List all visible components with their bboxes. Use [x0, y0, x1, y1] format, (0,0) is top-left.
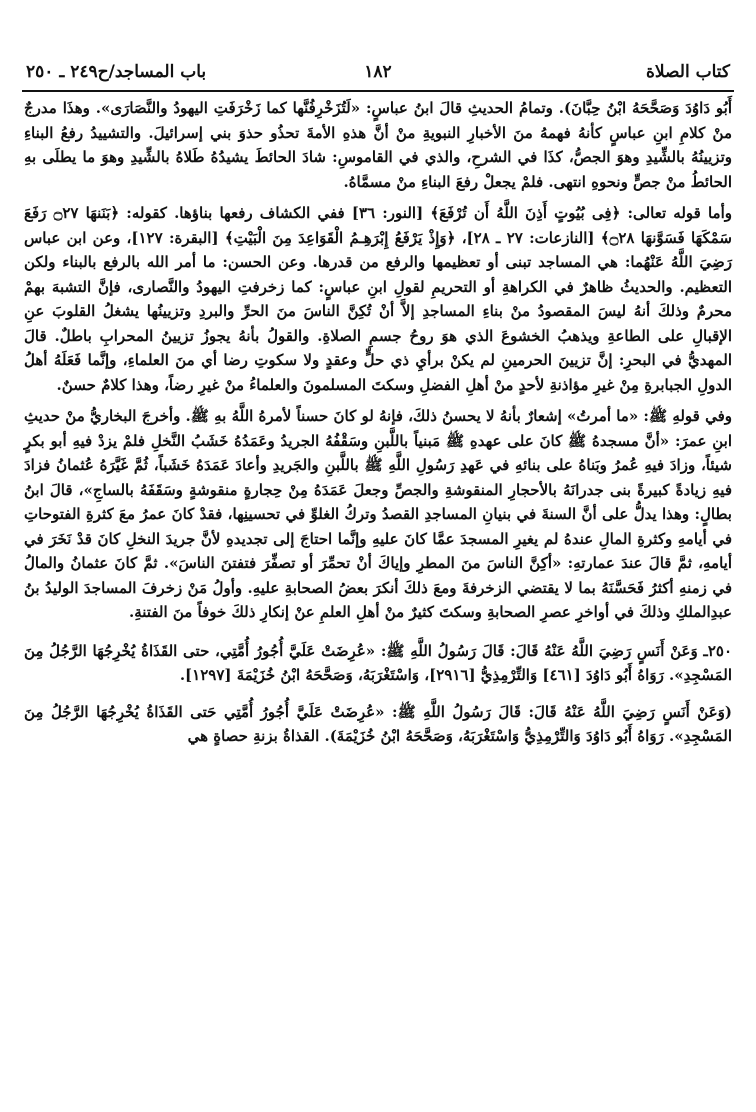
page-header — [22, 56, 734, 92]
hadith-250-commentary: (وَعَنْ أَنَسٍ رَضِيَ اللَّهُ عَنْهُ قَالَ: قَالَ رَسُولُ اللَّهِ ﷺ: «عُرِضَتْ عَلَيَّ أُجُورُ أُمَّتِي حَتى القَذَاةُ يُخْرِجُهَا الرَّجُلُ مِنَ المَسْجِدِ». رَوَاهُ أَبُو دَاوُدَ وَالتِّرْمِذِيُّ وَاسْتَغْرَبَهُ، وَصَحَّحَهُ ابْنُ خُزَيْمَةَ). القذاةُ بزنةِ حصاةٍ هي — [24, 702, 732, 745]
book-title: كتاب الصلاة — [645, 62, 730, 82]
hadith-250-text: ٢٥٠ـ وَعَنْ أَنَسٍ رَضِيَ اللَّهُ عَنْهُ قَالَ: قَالَ رَسُولُ اللَّهِ ﷺ: «عُرِضَتْ عَلَيَّ أُجُورُ أُمَّتِي، حتى القَذَاةُ يُخْرِجُهَا الرَّجُلُ مِنَ المَسْجِدِ». رَوَاهُ أَبُو دَاوُدَ [٤٦١] وَالتِّرْمِذِيُّ [٢٩١٦]، وَاسْتَغْرَبَهُ، وَصَحَّحَهُ ابْنُ خُزَيْمَةَ [١٢٩٧]. — [24, 641, 732, 684]
page-body — [24, 96, 732, 756]
page-number: ١٨٢ — [364, 62, 392, 82]
commentary-paragraph-1: أَبُو دَاوُدَ وَصَحَّحَهُ ابْنُ حِبَّانَ). وتمامُ الحديثِ قالَ ابنُ عباسٍ: «لَتُزَخْرِفُنَّها كما زَخْرَفَتِ اليهودُ والنَّصَارَى». وهذَا مدرجٌ منْ كلامِ ابنِ عباسٍ كأنهُ فهمهُ منَ الأخبارِ النبويةِ منْ أنَّ هذهِ الأمةَ تحذُو حذوَ بني إسرائيلَ. والتشييدُ رفعُ البناءِ وتزيينُهُ بالشِّيدِ وهوَ الجصُّ، كذَا في الشرحِ، والذي في القاموسِ: شادَ الحائطَ يشيدُهُ طَلاهُ بالشِّيدِ وهوَ ما يطلَى بهِ الحائطُ منْ جصٍّ ونحوهِ انتهى. فلمْ يجعلْ رفعَ البناءِ منْ مسمَّاهُ. — [24, 99, 732, 191]
commentary-paragraph-2: وأما قوله تعالى: ﴿فِى بُيُوتٍ أَذِنَ اللَّهُ أَن تُرْفَعَ﴾ [النور: ٣٦] ففي الكشاف رفعها بناؤها. كقوله: ﴿بَنَنهَا ۝٢٧ رَفَعَ سَمْكَهَا فَسَوَّنهَا ۝٢٨﴾ [النازعات: ٢٧ ـ ٢٨]، ﴿وَإِذْ يَرْفَعُ إِبْرَهِـمُ الْقَوَاعِدَ مِنَ الْبَيْتِ﴾ [البقرة: ١٢٧]، وعن ابن عباس رَضِيَ اللَّهُ عَنْهُما: هي المساجد تبنى أو تعظيمها والرفع من قدرها. وعن الحسن: ما أمر الله بالرفع بالبناء ولكن التعظيم. والحديثُ ظاهرٌ في الكراهةِ أو التحريمِ لقولِ ابنِ عباسٍ: كما زخرفتِ اليهودُ والنَّصارى، فإنَّ التشبهَ بهمْ محرمٌ وذلكَ أنهُ ليسَ المقصودُ منْ بناءِ المساجدِ إلاَّ أنْ تُكِنَّ الناسَ منَ الحرِّ والبردِ وتزيينُها يشغلُ القلوبَ عنِ الإقبالِ على الطاعةِ ويذهبُ الخشوعَ الذي هوَ روحُ جسمِ الصلاةِ. والقولُ بأنهُ يجوزُ تزيينُ المحرابِ باطلٌ. قالَ المهديُّ في البحرِ: إنَّ تزيينَ الحرمينِ لم يكنْ برأيِ ذي حلٍّ وعقدٍ ولا سكوتِ رضا أي منَ العلماءِ، وإنَّما فَعَلَهُ أهلُ الدولِ الجبابرةِ مِنْ غيرِ مؤاذنةِ لأحدٍ منْ أهلِ الفضلِ وسكتَ المسلمونَ والعلماءُ منْ غيرِ رضاً، وهذا كلامٌ حسنٌ. — [24, 204, 732, 394]
chapter-reference: باب المساجد/ح٢٤٩ ـ ٢٥٠ — [26, 62, 207, 82]
commentary-paragraph-3: وفي قولهِ ﷺ: «ما أمرتُ» إشعارٌ بأنهُ لا يحسنُ ذلكَ، فإنهُ لو كانَ حسناً لأمرهُ اللَّهُ بهِ ﷺ. وأخرجَ البخاريُّ منْ حديثِ ابنِ عمرَ: «أنَّ مسجدهُ ﷺ كانَ على عهدهِ ﷺ مَبنياً باللَّبنِ وسَقْفُهُ الجريدُ وعَمَدُهُ خَشَبُ النَّخلِ فلمْ يزدْ فيهِ أبو بكرٍ شيئاً، وزادَ فيهِ عُمرُ وبَناهُ على بنائهِ في عَهدِ رَسُولِ اللَّهِ ﷺ باللَّبنِ والجَريدِ وأعادَ عَمَدَهُ خَشَباً، ثُمَّ غَيَّرَهُ عُثمانُ فزادَ فيهِ زيادةً كبيرةً بنى جدرانَهُ بالأحجارِ المنقوشةِ والجصِّ وجعلَ عَمَدَهُ مِنْ حِجارةٍ منقوشةٍ وسَقَفَهُ بالساجِ»، قالَ ابنُ بطالٍ: وهذا يدلُّ على أنَّ السنةَ في بنيانِ المساجدِ القصدُ وتركُ الغلوِّ في تحسينِها، فقدْ كانَ عمرُ معَ كثرةِ الفتوحاتِ في أيامهِ وكثرةِ المالِ عندهُ لم يغيرِ المسجدَ عمَّا كانَ عليهِ وإنَّما احتاجَ إلى تجديدهِ لأنَّ جريدَ النخلِ كانَ قدْ نَخَرَ في أيامهِ، ثمَّ قالَ عندَ عمارتهِ: «أكِنَّ الناسَ منَ المطرِ وإياكَ أنْ تحمِّرَ أو تصفِّرَ فتفتنَ الناسَ». ثمَّ كانَ عثمانُ والمالُ في زمنهِ أكثرُ فَحَسَّنَهُ بما لا يقتضي الزخرفةَ ومعَ ذلكَ أنكرَ بعضُ الصحابةِ عليهِ. وأولُ مَنْ زخرفَ المساجدَ الوليدُ بنُ عبدِالملكِ وذلكَ في أواخرِ عصرِ الصحابةِ وسكتَ كثيرٌ منْ أهلِ العلمِ عنْ إنكارِ ذلكَ خوفاً منَ الفتنةِ. — [24, 407, 732, 621]
